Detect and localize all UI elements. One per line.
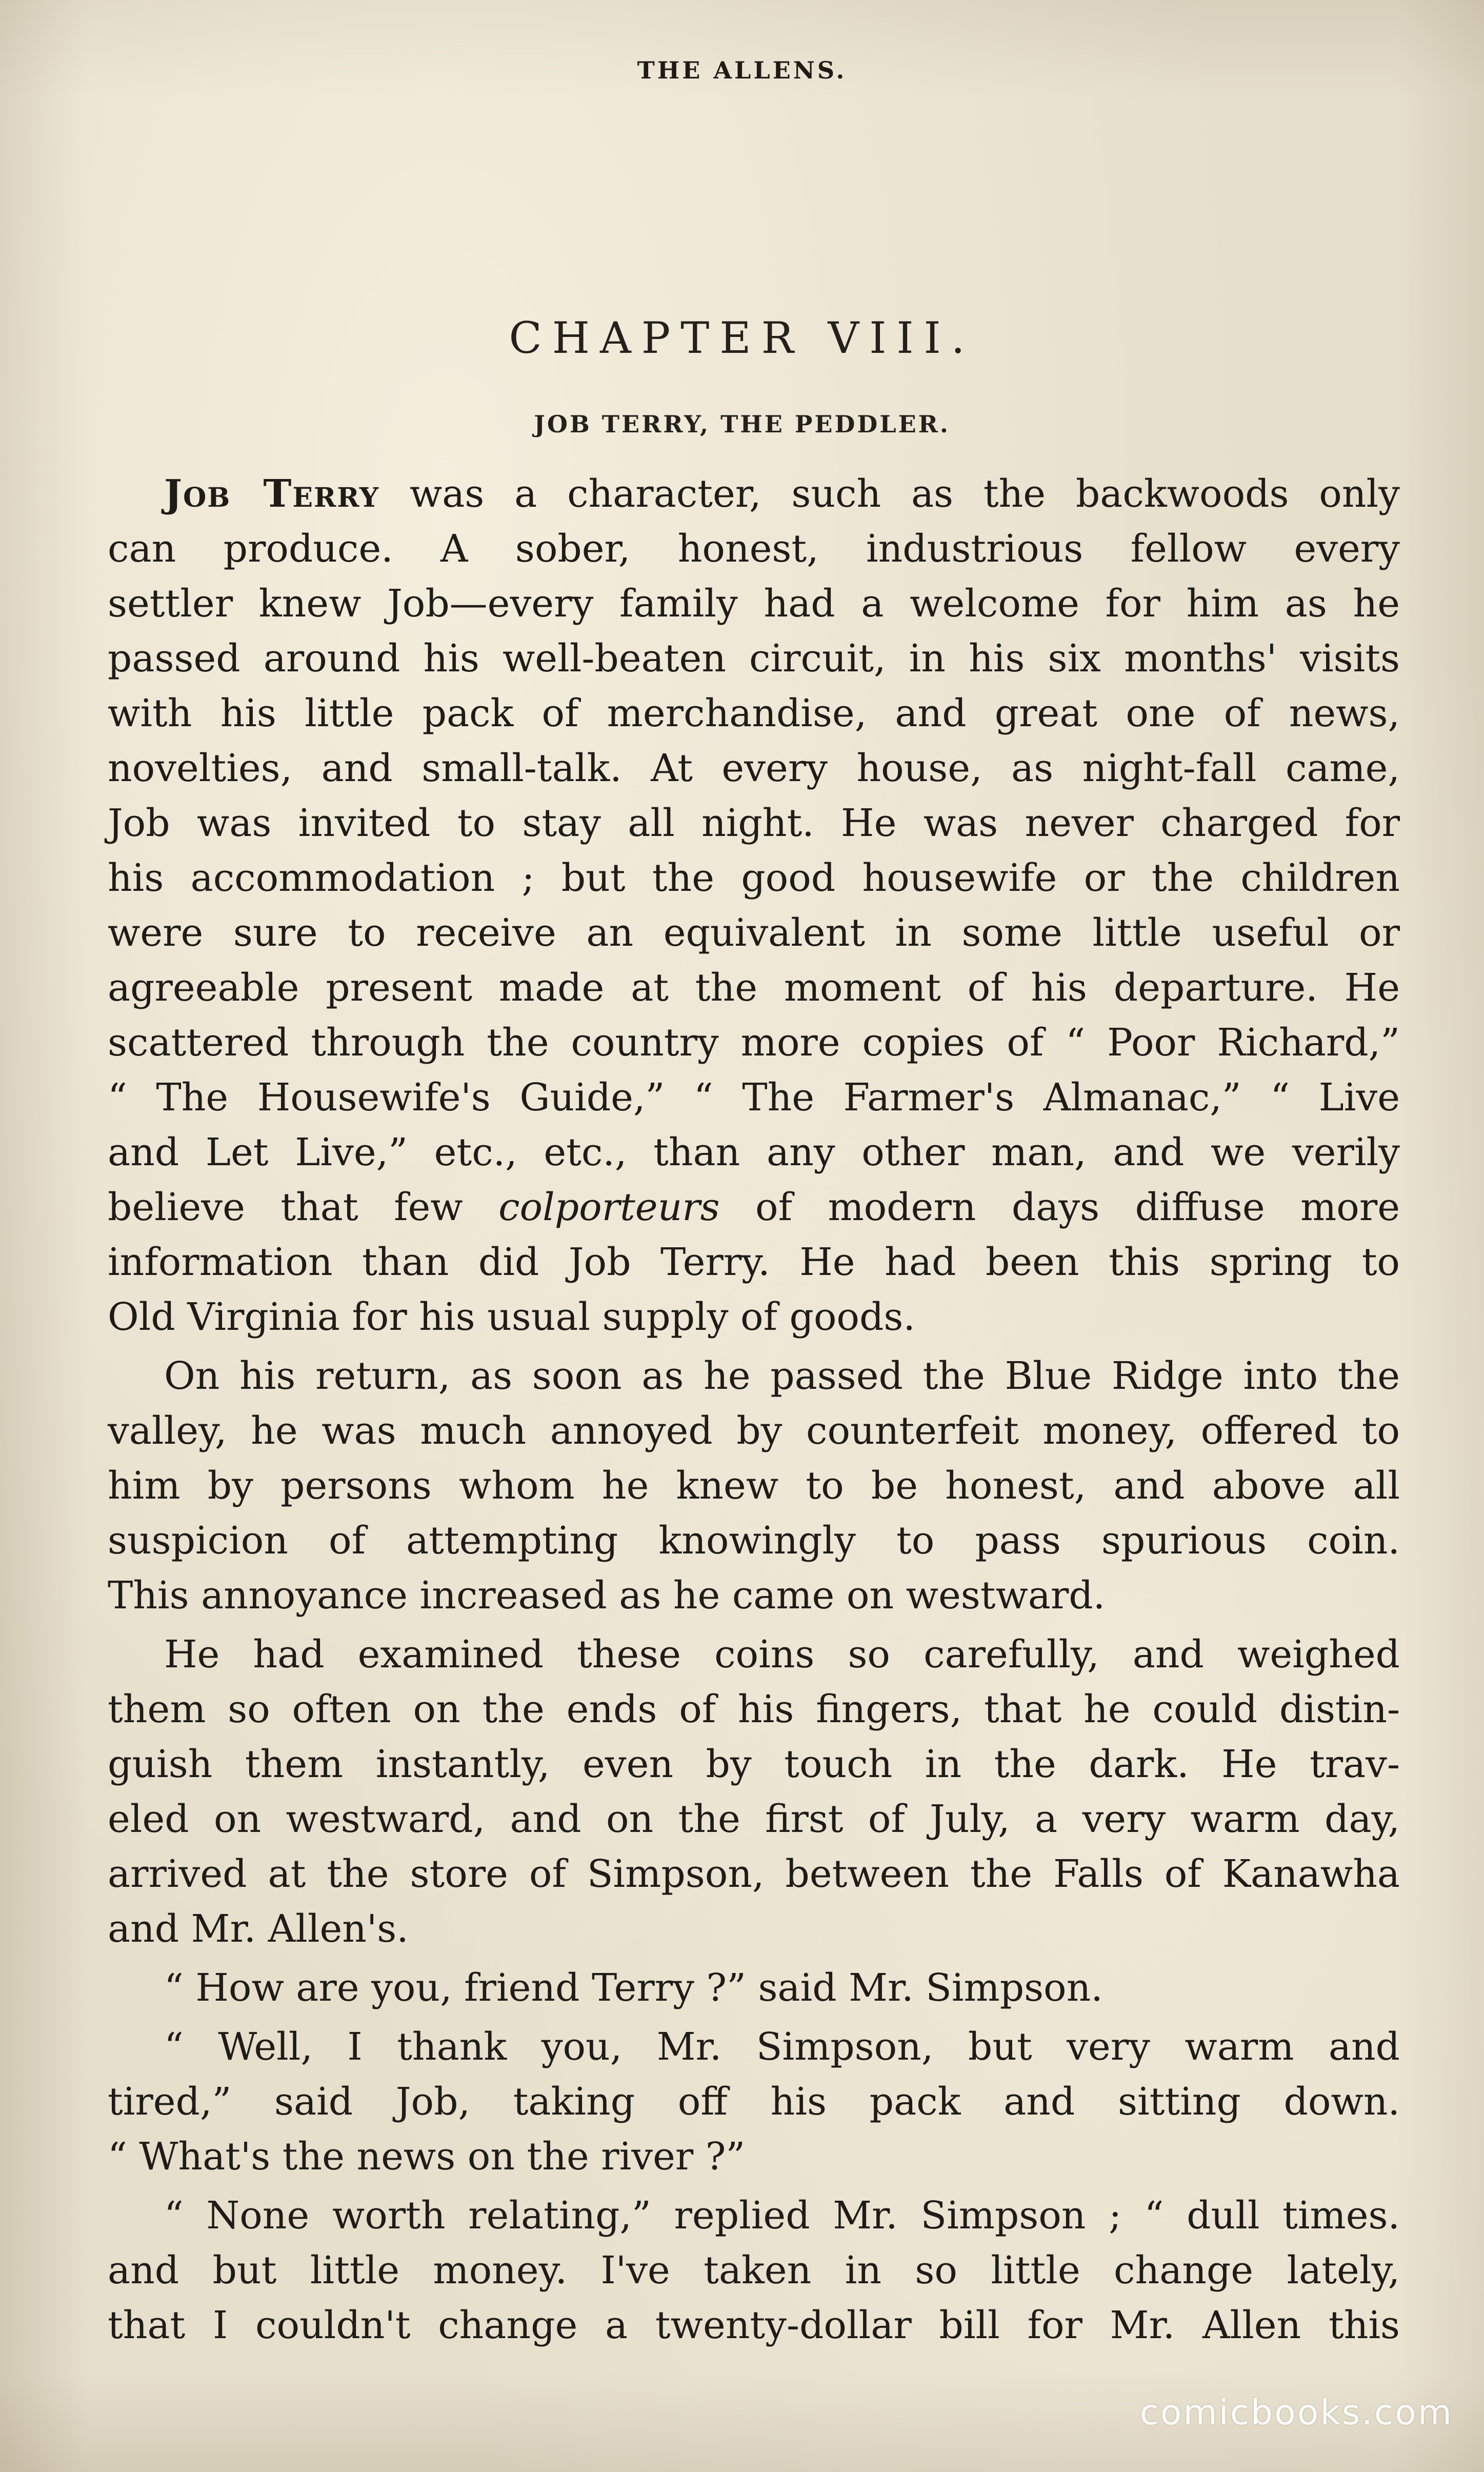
text-line: suspicion of attempting knowingly to pass spurious coin. — [108, 1519, 1400, 1563]
text-line — [108, 1180, 1400, 1235]
site-watermark: comicbooks.com — [1139, 2393, 1453, 2433]
text-line: Old Virginia for his usual supply of goods. — [108, 1295, 915, 1339]
paragraph-break — [108, 2016, 1400, 2020]
lead-in-name: Job Terry — [164, 472, 379, 516]
text-line — [108, 467, 1400, 522]
text-line: and Let Live,” etc., etc., than any other man, and we verily — [108, 1130, 1400, 1174]
text-line: them so often on the ends of his fingers, that he could distin- — [108, 1687, 1400, 1731]
running-head: THE ALLENS. — [637, 56, 847, 84]
text-line: “ What's the news on the river ?” — [108, 2135, 746, 2179]
text-line: This annoyance increased as he came on westward. — [108, 1573, 1106, 1618]
text-line: arrived at the store of Simpson, between the Falls of Kanawha — [108, 1852, 1400, 1896]
text-line: scattered through the country more copies of “ Poor Richard,” — [108, 1021, 1400, 1065]
line-text: of modern days diffuse more — [719, 1185, 1400, 1229]
text-line: and Mr. Allen's. — [108, 1907, 409, 1951]
text-line: “ None worth relating,” replied Mr. Simpson ; “ dull times. — [164, 2194, 1400, 2238]
text-line: novelties, and small-talk. At every house, as night-fall came, — [108, 746, 1400, 790]
line-text: was a character, such as the backwoods only — [379, 472, 1400, 516]
text-line: “ How are you, friend Terry ?” said Mr. Simpson. — [164, 1966, 1103, 2010]
chapter-title: CHAPTER VIII. — [509, 313, 975, 363]
paragraph-break — [108, 1957, 1400, 1961]
text-line: with his little pack of merchandise, and great one of news, — [108, 691, 1400, 735]
text-line: can produce. A sober, honest, industrious fellow every — [108, 527, 1400, 571]
text-line: eled on westward, and on the first of July, a very warm day, — [108, 1797, 1400, 1841]
text-line: were sure to receive an equivalent in some little useful or — [108, 911, 1400, 955]
paragraph-break — [108, 1345, 1400, 1349]
text-line: and but little money. I've taken in so little change lately, — [108, 2248, 1400, 2292]
chapter-body — [108, 467, 1400, 2353]
text-line: “ Well, I thank you, Mr. Simpson, but very warm and — [164, 2025, 1400, 2069]
text-line: guish them instantly, even by touch in the dark. He trav- — [108, 1742, 1400, 1786]
text-line: On his return, as soon as he passed the Blue Ridge into the — [164, 1354, 1400, 1398]
text-line: information than did Job Terry. He had been this spring to — [108, 1240, 1400, 1284]
line-text: believe that few — [108, 1185, 499, 1229]
text-line: passed around his well-beaten circuit, in his six months' visits — [108, 636, 1400, 681]
chapter-subtitle: JOB TERRY, THE PEDDLER. — [534, 410, 950, 438]
paragraph-break — [108, 1623, 1400, 1627]
text-line: valley, he was much annoyed by counterfeit money, offered to — [108, 1409, 1400, 1453]
text-line: Job was invited to stay all night. He was never charged for — [108, 801, 1400, 845]
italic-word: colporteurs — [498, 1185, 720, 1229]
text-line: tired,” said Job, taking off his pack and sitting down. — [108, 2080, 1400, 2124]
paragraph-break — [108, 2184, 1400, 2188]
text-line: him by persons whom he knew to be honest, and above all — [108, 1464, 1400, 1508]
text-line: “ The Housewife's Guide,” “ The Farmer's Almanac,” “ Live — [108, 1075, 1400, 1120]
text-line: that I couldn't change a twenty-dollar bill for Mr. Allen this — [108, 2303, 1400, 2347]
text-line: He had examined these coins so carefully, and weighed — [164, 1632, 1400, 1677]
text-line: agreeable present made at the moment of his departure. He — [108, 966, 1400, 1010]
text-line: settler knew Job—every family had a welcome for him as he — [108, 582, 1400, 626]
text-line: his accommodation ; but the good housewife or the children — [108, 856, 1400, 900]
